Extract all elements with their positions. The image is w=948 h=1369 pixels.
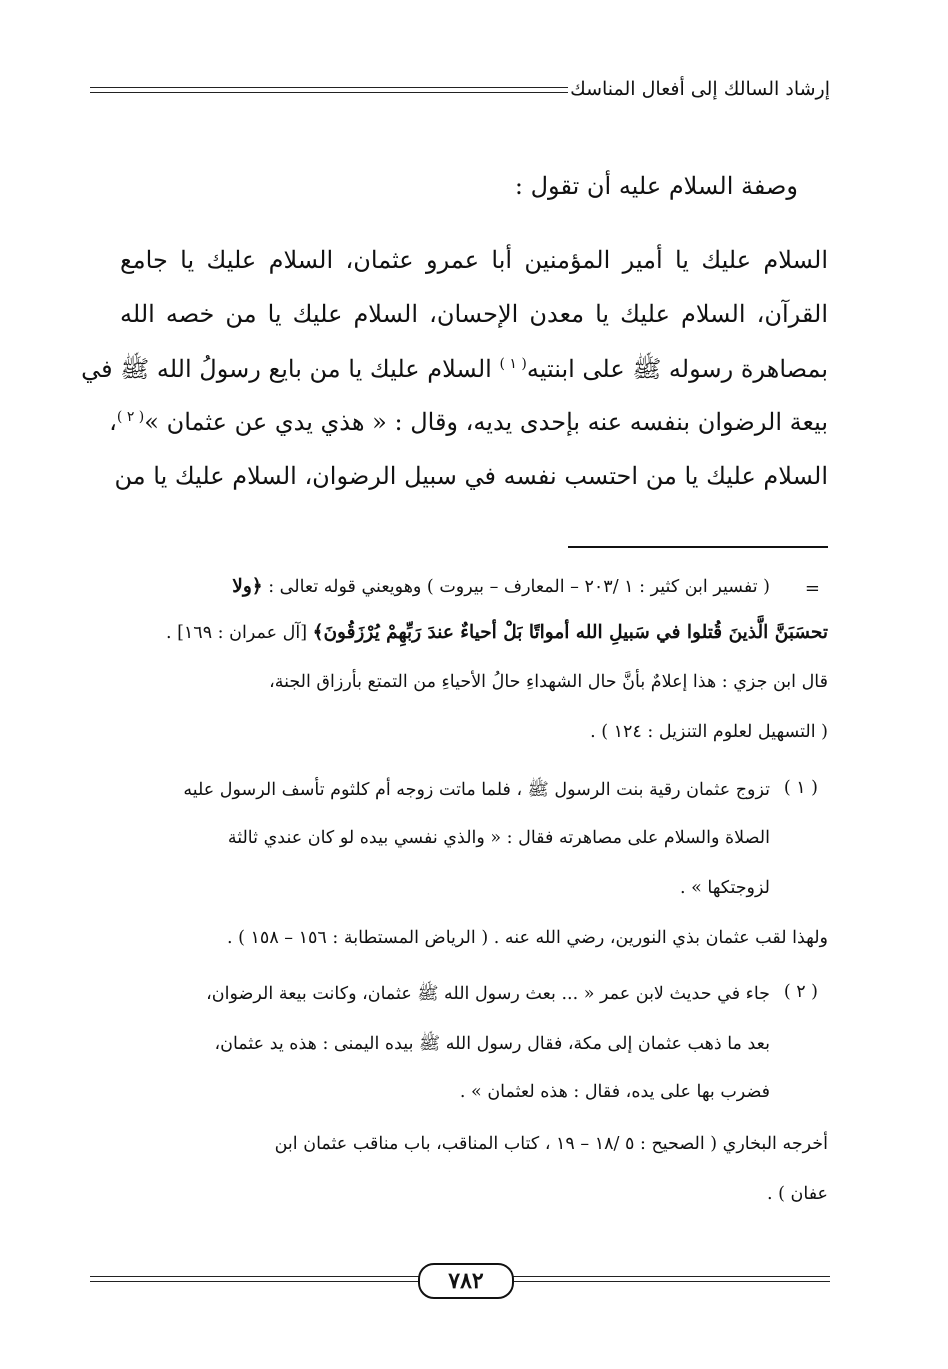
footnote-1-number: ( ١ ) [783,778,818,798]
body-line-4-text: بيعة الرضوان بنفسه عنه بإحدى يديه، وقال : « هذي يدي عن عثمان » [144,408,828,436]
footnote-ref-1[interactable]: ( ١ ) [499,356,527,372]
footnote-cont-line-3: قال ابن جزي : هذا إعلامٌ بأنَّ حال الشهداءِ حالُ الأحياءِ من التمتع بأرزاق الجنة، [269,672,828,692]
footnote-2-line-4: أخرجه البخاري ( الصحيح : ٥ /١٨ – ١٩ ، كتاب المناقب، باب مناقب عثمان ابن [274,1134,828,1154]
quran-verse: تحسَبَنَّ الَّذينَ قُتلوا في سَبيلِ الله أمواتًا بَلْ أحياءٌ عندَ رَبِّهِمْ يُرْزَقُونَ﴾ [312,622,828,643]
verse-reference: [آل عمران : ١٦٩] . [165,623,308,643]
footnote-cont-line-1 [232,576,770,597]
footnote-2-line-1: جاء في حديث لابن عمر « ... بعث رسول الله ﷺ عثمان، وكانت بيعة الرضوان، [206,984,770,1004]
header-double-rule [90,87,568,93]
footnote-2-line-2: بعد ما ذهب عثمان إلى مكة، فقال رسول الله ﷺ بيده اليمنى : هذه يد عثمان، [214,1034,770,1054]
footnote-1-line-4: ولهذا لقب عثمان بذي النورين، رضي الله عنه . ( الرياض المستطابة : ١٥٦ – ١٥٨ ) . [227,928,828,948]
footnote-ref-2[interactable]: ( ٢ ) [116,409,145,425]
footnote-2-line-5: عفان ) . [767,1184,828,1204]
footnote-cont-line-1-text: ( تفسير ابن كثير : ١ /٢٠٣ – المعارف – بيروت ) وهويعني قوله تعالى : [268,577,770,597]
footer-rule-right [508,1276,830,1282]
footer-rule-left [90,1276,420,1282]
intro-line: وصفة السلام عليه أن تقول : [514,172,798,200]
body-line-3-end: السلام عليك يا من بايع رسولُ الله ﷺ في [81,355,492,383]
body-line-5: السلام عليك يا من احتسب نفسه في سبيل الرضوان، السلام عليك يا من [114,462,828,490]
footnote-cont-line-2 [166,622,828,643]
footnote-1-line-3: لزوجتكها » . [680,878,770,898]
continuation-mark: = [804,578,820,599]
body-line-3 [81,354,828,389]
body-line-3-start: بمصاهرة رسوله ﷺ على ابنتيه [526,355,828,383]
body-line-4-comma: ، [109,408,117,436]
footnote-1-line-2: الصلاة والسلام على مصاهرته فقال : « والذي نفسي بيده لو كان عندي ثالثة [227,828,770,848]
footnote-separator [568,546,828,548]
body-line-1: السلام عليك يا أمير المؤمنين أبا عمرو عثمان، السلام عليك يا جامع [120,246,828,274]
footnote-2-line-3: فضرب بها على يده، فقال : هذه لعثمان » . [459,1082,770,1102]
body-line-2: القرآن، السلام عليك يا معدن الإحسان، السلام عليك يا من خصه الله [120,300,828,328]
footnote-cont-line-4: ( التسهيل لعلوم التنزيل : ١٢٤ ) . [590,722,828,742]
running-title: إرشاد السالك إلى أفعال المناسك [570,78,830,100]
page-number: ٧٨٢ [418,1263,514,1299]
body-line-4 [109,408,828,436]
footnote-2-number: ( ٢ ) [783,982,818,1002]
footnote-cont-line-1-quran: ﴿ولا [232,576,263,597]
footnote-1-line-1: تزوج عثمان رقية بنت الرسول ﷺ ، فلما ماتت زوجه أم كلثوم تأسف الرسول عليه [183,780,770,800]
